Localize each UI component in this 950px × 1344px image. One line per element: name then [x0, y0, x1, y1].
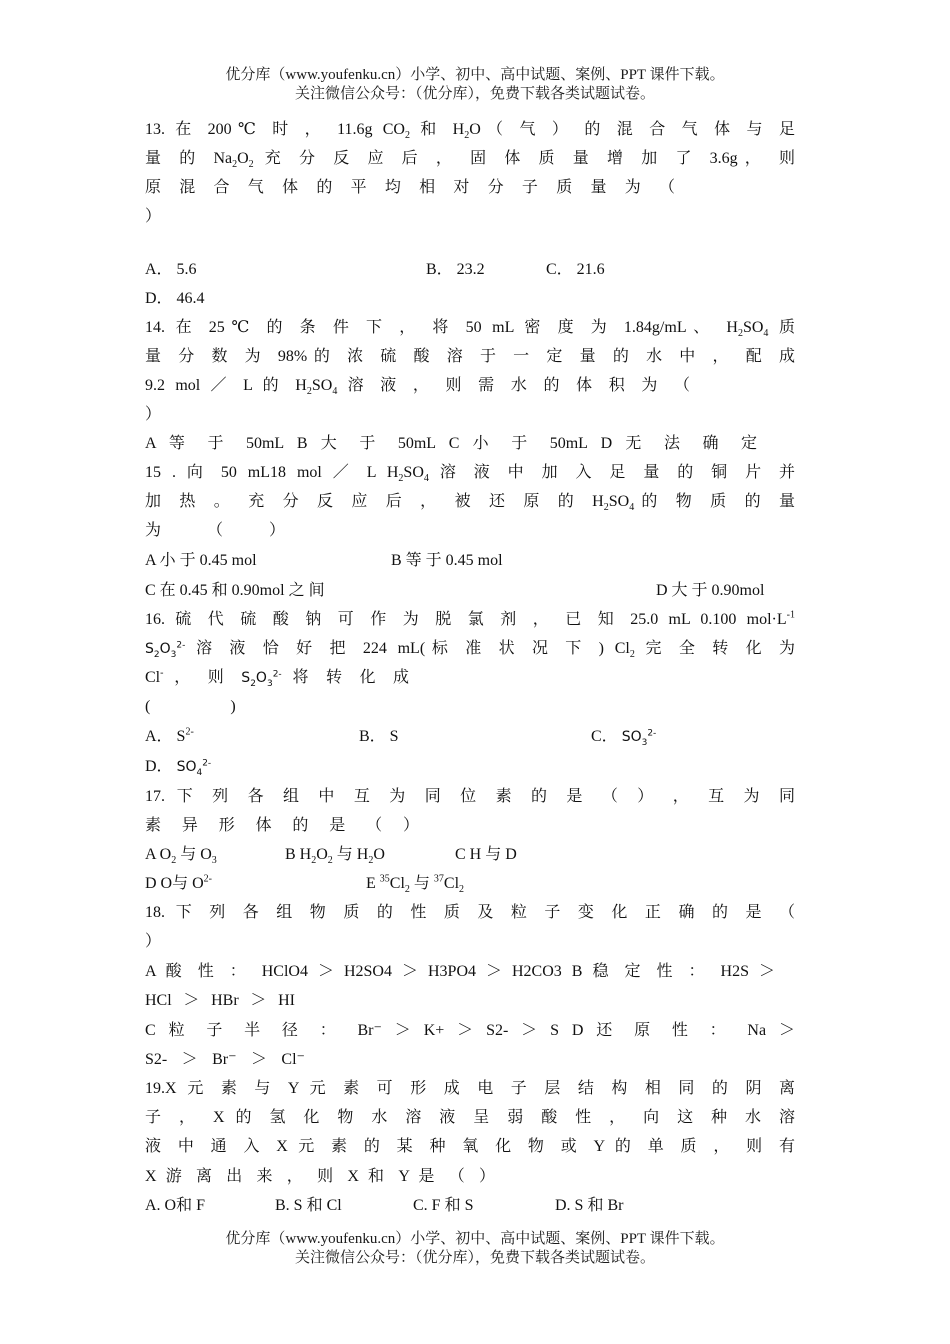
- q15-option-c: C 在 0.45 和 0.90mol 之 间: [145, 582, 325, 599]
- q16-line-3: Cl- ， 则 $S_2O_3^{2-}$ 将 转 化 成: [145, 667, 410, 689]
- sulfate-ion: $SO_4^{2-}$: [176, 758, 212, 778]
- thiosulfate-ion: $S_2O_3^{2-}$: [145, 640, 186, 660]
- q16-line-1: 16. 硫 代 硫 酸 钠 可 作 为 脱 氯 剂 ， 已 知 25.0 mL 0.100 $mol\cdot L^{-1}$: [145, 609, 795, 628]
- q13-option-b: B． 23.2: [426, 261, 485, 278]
- q17-option-b: B $H_2O_2$ 与 $H_2O$: [285, 846, 385, 867]
- q19-line-2: 子 ， X 的 氢 化 物 水 溶 液 呈 弱 酸 性 ， 向 这 种 水 溶: [145, 1109, 795, 1126]
- q18-line-3: A 酸 性 ： HClO4 ＞ H2SO4 ＞ H3PO4 ＞ H2CO3 B 稳 定 性 ： H2S ＞: [145, 963, 775, 980]
- q17-line-2: 素 异 形 体 的 是 （ ）: [145, 817, 419, 834]
- q19-line-1: 19.X 元 素 与 Y 元 素 可 形 成 电 子 层 结 构 相 同 的 阴 离: [145, 1080, 795, 1097]
- q17-option-a: A $O_2$ 与 $O_3$: [145, 846, 217, 867]
- footer-line-2: 关注微信公众号：（优分库），免费下载各类试题试卷。: [294, 1250, 655, 1266]
- q18-line-1: 18. 下 列 各 组 物 质 的 性 质 及 粒 子 变 化 正 确 的 是 （: [145, 904, 795, 921]
- q16-option-b: B． S: [359, 728, 399, 745]
- q19-line-3: 液 中 通 入 X 元 素 的 某 种 氧 化 物 或 Y 的 单 质 ， 则 有: [145, 1138, 795, 1155]
- q19-option-d: D. S 和 Br: [555, 1197, 624, 1214]
- q19-option-c: C. F 和 S: [413, 1197, 474, 1214]
- q15-option-b: B 等 于 0.45 mol: [391, 552, 503, 569]
- q16-line-4: ( ): [145, 698, 236, 715]
- q14-line-1: 14. 在 25℃ 的 条 件 下 ， 将 50 mL 密 度 为 1.84g/mL、 $H_2SO_4$ 质: [145, 319, 795, 340]
- q16-option-c: C． $SO_3^{2-}$: [591, 728, 657, 748]
- q14-options: A 等 于 50mL B 大 于 50mL C 小 于 50mL D 无 法 确 定: [145, 435, 757, 452]
- q13-option-d: D． 46.4: [145, 290, 205, 307]
- q19-option-b: B. S 和 Cl: [275, 1197, 342, 1214]
- q13-option-c: C． 21.6: [546, 261, 605, 278]
- q15-option-a: A 小 于 0.45 mol: [145, 552, 257, 569]
- q16-line-2: $S_2O_3^{2-}$ 溶 液 恰 好 把 224 mL(标 准 状 况 下 ) $Cl_2$ 完 全 转 化 为: [145, 640, 795, 661]
- sulfite-ion: $SO_3^{2-}$: [621, 728, 657, 748]
- q14-line-4: ）: [145, 406, 162, 423]
- q13-line-3: 原 混 合 气 体 的 平 均 相 对 分 子 质 量 为 （: [145, 179, 675, 196]
- header-line-1: 优分库（www.youfenku.cn）小学、初中、高中试题、案例、PPT 课件下载。: [225, 67, 725, 83]
- q18-line-2: ）: [145, 933, 162, 950]
- q16-option-a: A． $S^{2-}$: [145, 726, 194, 745]
- q15-option-d: D 大 于 0.90mol: [656, 582, 765, 599]
- q13-line-1: 13. 在 200℃ 时 ， 11.6g $CO_2$ 和 $H_2O$（ 气 ） 的 混 合 气 体 与 足: [145, 121, 795, 142]
- thiosulfate-ion: $S_2O_3^{2-}$: [241, 669, 282, 689]
- q18-line-4: HCl ＞ HBr ＞ HI: [145, 992, 295, 1009]
- q13-line-4: ）: [145, 208, 162, 225]
- q19-option-a: A. O和 F: [145, 1197, 206, 1214]
- q17-line-1: 17. 下 列 各 组 中 互 为 同 位 素 的 是 （ ） ， 互 为 同: [145, 788, 795, 805]
- q15-line-2: 加 热 。 充 分 反 应 后 ， 被 还 原 的 $H_2SO_4$的 物 质 的 量: [145, 493, 795, 514]
- q18-line-5: C 粒 子 半 径 ： Br⁻ ＞ K+ ＞ S2- ＞ S D 还 原 性 ： Na ＞: [145, 1022, 795, 1039]
- header-line-2: 关注微信公众号：（优分库），免费下载各类试题试卷。: [294, 86, 655, 102]
- q17-option-d: D O与 $O^{2-}$: [145, 873, 213, 892]
- footer-line-1: 优分库（www.youfenku.cn）小学、初中、高中试题、案例、PPT 课件下载。: [225, 1231, 725, 1247]
- page-footer: [0, 1230, 950, 1268]
- q14-line-2: 量 分 数 为 98%的 浓 硫 酸 溶 于 一 定 量 的 水 中 ， 配 成: [145, 348, 795, 365]
- q17-option-e: E $^{35}Cl_2$ 与 $^{37}Cl_2$: [366, 873, 465, 896]
- q19-line-4: X 游 离 出 来 ， 则 X 和 Y 是 （ ）: [145, 1168, 495, 1185]
- q14-line-3: 9.2 mol ／ L 的 $H_2SO_4$ 溶 液 ， 则 需 水 的 体 积 为 （: [145, 377, 690, 398]
- page-header: [0, 66, 950, 104]
- q18-line-6: S2- ＞ Br⁻ ＞ Cl⁻: [145, 1051, 305, 1068]
- q16-option-d: D． $SO_4^{2-}$: [145, 758, 212, 778]
- q13-line-2: 量 的 $Na_2O_2$ 充 分 反 应 后 ， 固 体 质 量 增 加 了 3.6g， 则: [145, 150, 795, 171]
- q13-option-a: A． 5.6: [145, 261, 197, 278]
- q17-option-c: C H 与 D: [455, 846, 517, 863]
- q15-line-3: 为 （ ）: [145, 522, 285, 539]
- q15-line-1: 15 . 向 50 mL18 mol ／ L $H_2SO_4$ 溶 液 中 加 入 足 量 的 铜 片 并: [145, 464, 795, 485]
